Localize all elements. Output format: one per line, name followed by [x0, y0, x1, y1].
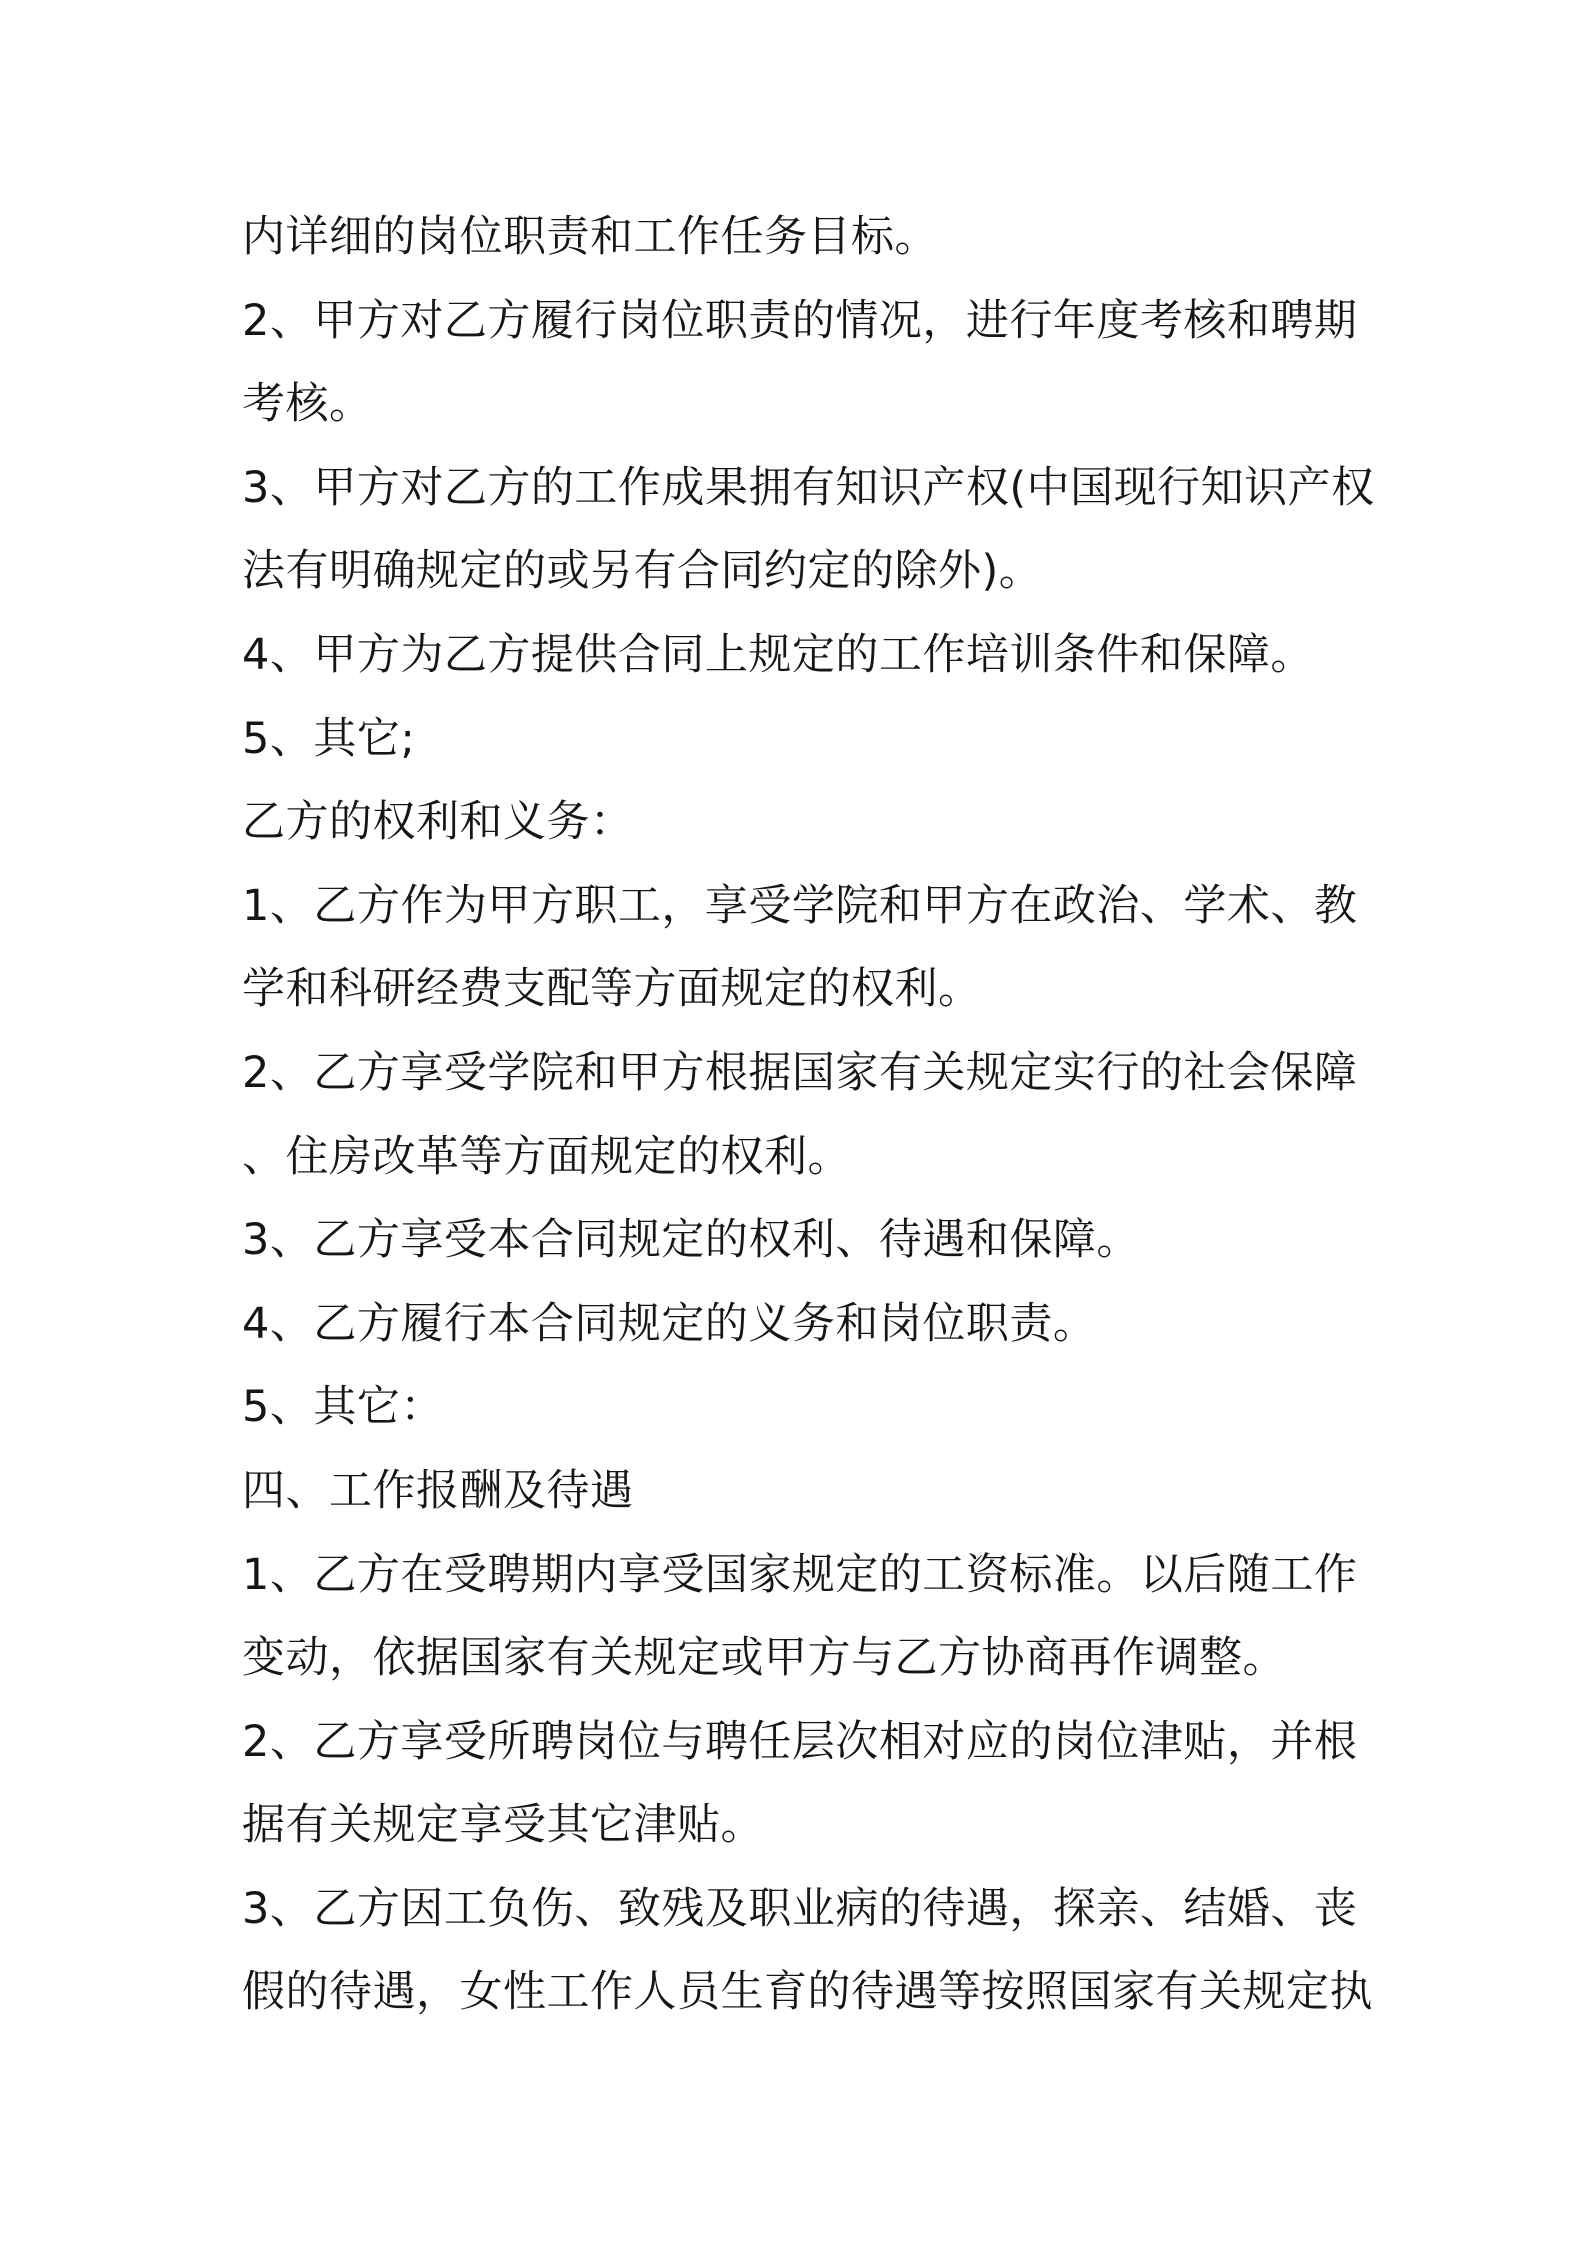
- text-line-13: 3、乙方享受本合同规定的权利、待遇和保障。: [242, 1215, 1140, 1266]
- text-line-6: 4、甲方为乙方提供合同上规定的工作培训条件和保障。: [242, 629, 1314, 680]
- text-line-11: 2、乙方享受学院和甲方根据国家有关规定实行的社会保障: [242, 1047, 1358, 1098]
- section-heading-party-b: 乙方的权利和义务：: [242, 797, 634, 848]
- text-line-21: 3、乙方因工负伤、致残及职业病的待遇，探亲、结婚、丧: [242, 1883, 1358, 1934]
- text-line-18: 变动，依据国家有关规定或甲方与乙方协商再作调整。: [242, 1633, 1286, 1684]
- text-line-2: 2、甲方对乙方履行岗位职责的情况，进行年度考核和聘期: [242, 295, 1358, 346]
- text-line-1: 内详细的岗位职责和工作任务目标。: [242, 212, 938, 262]
- text-line-22: 假的待遇，女性工作人员生育的待遇等按照国家有关规定执: [242, 1967, 1373, 2018]
- text-line-10: 学和科研经费支配等方面规定的权利。: [242, 964, 982, 1015]
- text-line-19: 2、乙方享受所聘岗位与聘任层次相对应的岗位津贴，并根: [242, 1716, 1358, 1767]
- text-line-20: 据有关规定享受其它津贴。: [242, 1800, 764, 1851]
- document-body: [242, 196, 1375, 2035]
- text-line-15: 5、其它：: [242, 1382, 444, 1433]
- text-line-12: 、住房改革等方面规定的权利。: [242, 1131, 851, 1182]
- text-line-5: 法有明确规定的或另有合同约定的除外)。: [242, 546, 1043, 597]
- text-line-14: 4、乙方履行本合同规定的义务和岗位职责。: [242, 1298, 1097, 1349]
- text-line-7: 5、其它;: [242, 713, 416, 764]
- text-line-9: 1、乙方作为甲方职工，享受学院和甲方在政治、学术、教: [242, 880, 1358, 931]
- text-line-3: 考核。: [242, 379, 373, 430]
- section-heading-compensation: 四、工作报酬及待遇: [242, 1465, 634, 1516]
- text-line-17: 1、乙方在受聘期内享受国家规定的工资标准。以后随工作: [242, 1549, 1358, 1600]
- text-line-4: 3、甲方对乙方的工作成果拥有知识产权(中国现行知识产权: [242, 462, 1375, 513]
